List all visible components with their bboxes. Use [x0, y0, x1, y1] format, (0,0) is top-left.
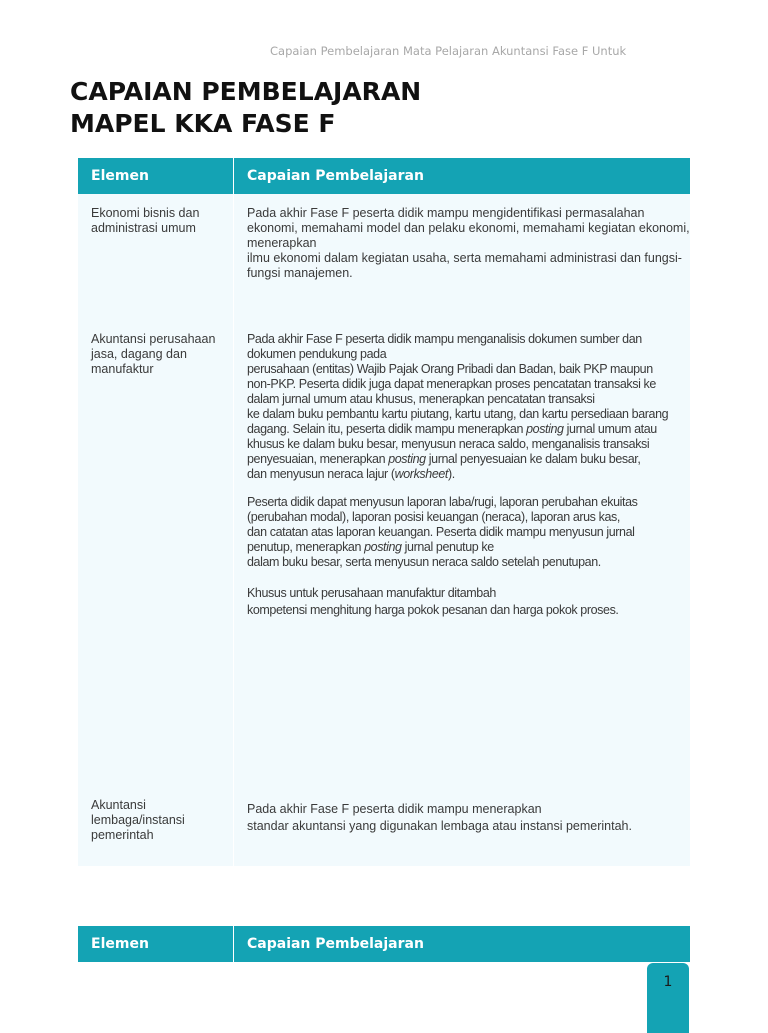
elemen-line: Akuntansi [91, 798, 146, 812]
capaian-line: perusahaan (entitas) Wajib Pajak Orang Pribadi dan Badan, baik PKP maupun [247, 362, 653, 376]
text-span: penutup, menerapkan [247, 540, 365, 554]
capaian-table [78, 158, 690, 866]
header-elemen: Elemen [78, 158, 233, 194]
table-header-row [78, 926, 690, 962]
capaian-line: fungsi manajemen. [247, 266, 353, 280]
page-title-line-2: MAPEL KKA FASE F [70, 109, 336, 138]
text-span: jurnal penyesuaian ke dalam buku besar, [425, 452, 641, 466]
capaian-line: Pada akhir Fase F peserta didik mampu mengidentifikasi permasalahan [247, 206, 645, 220]
capaian-line: menerapkan [247, 236, 317, 250]
italic-term: posting [388, 452, 426, 466]
capaian-line [247, 540, 686, 555]
table-row [78, 194, 690, 320]
elemen-cell [78, 320, 233, 786]
header-elemen: Elemen [78, 926, 233, 962]
capaian-line: dalam jurnal umum atau khusus, menerapkan pencatatan transaksi [247, 392, 595, 406]
capaian-paragraph [247, 332, 686, 482]
capaian-cell [233, 786, 690, 866]
capaian-line: dokumen pendukung pada [247, 347, 387, 361]
text-span: dan menyusun neraca lajur ( [247, 467, 395, 481]
italic-term: worksheet [394, 467, 448, 481]
table-row [78, 786, 690, 866]
capaian-line: dan catatan atas laporan keuangan. Peserta didik mampu menyusun jurnal [247, 525, 635, 539]
page-number-badge [647, 963, 689, 1033]
capaian-paragraph [247, 495, 686, 570]
capaian-line: khusus ke dalam buku besar, menyusun neraca saldo, menganalisis transaksi [247, 437, 650, 451]
elemen-line: administrasi umum [91, 221, 196, 235]
text-span: dagang. Selain itu, peserta didik mampu menerapkan [247, 422, 527, 436]
capaian-line [247, 452, 686, 467]
elemen-line: jasa, dagang dan [91, 347, 187, 361]
elemen-cell [78, 786, 233, 866]
text-span: jurnal umum atau [563, 422, 657, 436]
capaian-line: standar akuntansi yang digunakan lembaga atau instansi pemerintah. [247, 819, 632, 833]
capaian-line: Pada akhir Fase F peserta didik mampu menganalisis dokumen sumber dan [247, 332, 642, 346]
header-capaian: Capaian Pembelajaran [233, 158, 690, 194]
elemen-line: pemerintah [91, 828, 154, 842]
capaian-line: ke dalam buku pembantu kartu piutang, kartu utang, dan kartu persediaan barang [247, 407, 669, 421]
capaian-line [247, 467, 686, 482]
italic-term: posting [526, 422, 564, 436]
elemen-line: lembaga/instansi [91, 813, 185, 827]
table-header-row [78, 158, 690, 194]
capaian-cell [233, 194, 690, 320]
capaian-table-continued [78, 926, 690, 962]
capaian-line: kompetensi menghitung harga pokok pesanan dan harga pokok proses. [247, 603, 619, 617]
elemen-cell [78, 194, 233, 320]
capaian-paragraph [247, 586, 686, 618]
italic-term: posting [364, 540, 402, 554]
elemen-line: Ekonomi bisnis dan [91, 206, 200, 220]
text-span: penyesuaian, menerapkan [247, 452, 389, 466]
table-row [78, 320, 690, 786]
page-number: 1 [663, 974, 673, 990]
elemen-line: manufaktur [91, 362, 154, 376]
capaian-line: dalam buku besar, serta menyusun neraca saldo setelah penutupan. [247, 555, 601, 569]
elemen-line: Akuntansi perusahaan [91, 332, 216, 346]
capaian-line: Pada akhir Fase F peserta didik mampu menerapkan [247, 802, 542, 816]
text-span: ). [448, 467, 455, 481]
capaian-line: non-PKP. Peserta didik juga dapat menerapkan proses pencatatan transaksi ke [247, 377, 656, 391]
capaian-line: Khusus untuk perusahaan manufaktur ditambah [247, 586, 496, 600]
capaian-line [247, 422, 686, 437]
capaian-line: (perubahan modal), laporan posisi keuangan (neraca), laporan arus kas, [247, 510, 620, 524]
page-title [70, 76, 421, 140]
capaian-line: ilmu ekonomi dalam kegiatan usaha, serta memahami administrasi dan fungsi- [247, 251, 682, 265]
capaian-line: ekonomi, memahami model dan pelaku ekonomi, memahami kegiatan ekonomi, [247, 221, 690, 235]
capaian-line: Peserta didik dapat menyusun laporan laba/rugi, laporan perubahan ekuitas [247, 495, 638, 509]
running-header: Capaian Pembelajaran Mata Pelajaran Akuntansi Fase F Untuk [270, 44, 627, 58]
page-title-line-1: CAPAIAN PEMBELAJARAN [70, 77, 422, 106]
text-span: jurnal penutup ke [401, 540, 494, 554]
header-capaian: Capaian Pembelajaran [233, 926, 690, 962]
capaian-cell [233, 320, 690, 786]
